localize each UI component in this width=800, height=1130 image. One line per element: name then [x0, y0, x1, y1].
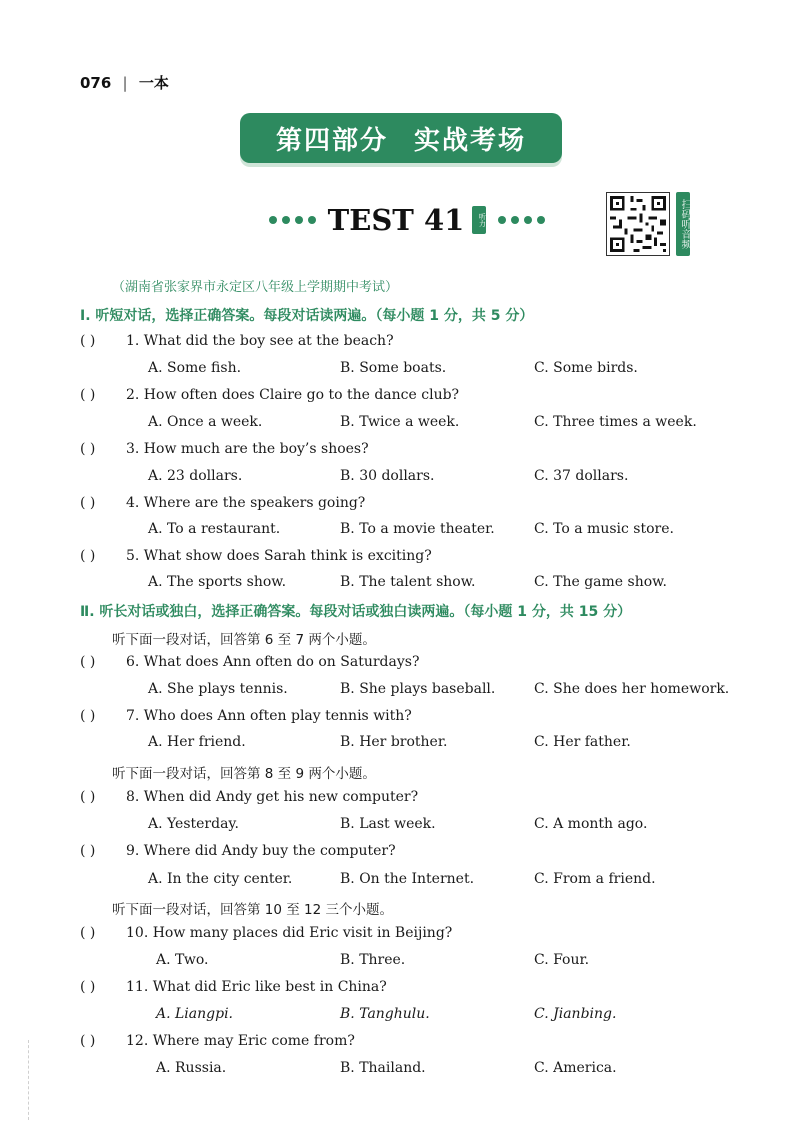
option-a[interactable]: A. 23 dollars.: [148, 468, 243, 484]
answer-blank[interactable]: ( ): [80, 925, 96, 941]
answer-blank[interactable]: ( ): [80, 387, 96, 403]
option-b[interactable]: B. On the Internet.: [340, 871, 475, 887]
instruction-note-3: 听下面一段对话，回答第 10 至 12 三个小题。: [112, 902, 394, 918]
binding-margin-line: [28, 1040, 30, 1120]
answer-blank[interactable]: ( ): [80, 979, 96, 995]
question-11: ( ) 11. What did Eric like best in China?: [80, 979, 387, 995]
test-title-row: [262, 200, 552, 240]
question-4: ( ) 4. Where are the speakers going?: [80, 495, 366, 511]
qr-code-icon[interactable]: [606, 192, 670, 256]
option-a[interactable]: A. Once a week.: [148, 414, 263, 430]
banner-title: 实战考场: [414, 125, 527, 156]
option-a[interactable]: A. Yesterday.: [148, 816, 239, 832]
option-c[interactable]: C. The game show.: [534, 574, 667, 590]
header-separator: |: [122, 74, 128, 92]
answer-blank[interactable]: ( ): [80, 495, 96, 511]
option-c[interactable]: C. Four.: [534, 952, 590, 968]
banner-part: 第四部分: [275, 125, 388, 156]
option-a[interactable]: A. She plays tennis.: [148, 681, 288, 697]
instruction-note-1: 听下面一段对话，回答第 6 至 7 两个小题。: [112, 632, 376, 648]
instruction-note-2: 听下面一段对话，回答第 8 至 9 两个小题。: [112, 766, 376, 782]
question-5: ( ) 5. What show does Sarah think is exciting?: [80, 548, 432, 564]
exam-source: （湖南省张家界市永定区八年级上学期期中考试）: [112, 280, 399, 295]
option-a[interactable]: A. Liangpi.: [156, 1006, 233, 1022]
question-12: ( ) 12. Where may Eric come from?: [80, 1033, 355, 1049]
option-b[interactable]: B. The talent show.: [340, 574, 476, 590]
answer-blank[interactable]: ( ): [80, 1033, 96, 1049]
page-number: 076: [80, 74, 112, 92]
option-a[interactable]: A. The sports show.: [148, 574, 287, 590]
option-b[interactable]: B. Three.: [340, 952, 406, 968]
question-1: ( ) 1. What did the boy see at the beach?: [80, 333, 394, 349]
answer-blank[interactable]: ( ): [80, 654, 96, 670]
listening-tag: 听力: [472, 206, 486, 234]
answer-blank[interactable]: ( ): [80, 843, 96, 859]
option-c[interactable]: C. A month ago.: [534, 816, 648, 832]
question-10: ( ) 10. How many places did Eric visit in Beijing?: [80, 925, 453, 941]
option-b[interactable]: B. Her brother.: [340, 734, 448, 750]
option-c[interactable]: C. 37 dollars.: [534, 468, 629, 484]
option-c[interactable]: C. Her father.: [534, 734, 631, 750]
answer-blank[interactable]: ( ): [80, 441, 96, 457]
option-a[interactable]: A. To a restaurant.: [148, 521, 281, 537]
question-2: ( ) 2. How often does Claire go to the dance club?: [80, 387, 460, 403]
option-b[interactable]: B. She plays baseball.: [340, 681, 496, 697]
option-b[interactable]: B. Some boats.: [340, 360, 447, 376]
right-dots-decoration: [498, 216, 545, 224]
answer-blank[interactable]: ( ): [80, 708, 96, 724]
option-b[interactable]: B. Twice a week.: [340, 414, 460, 430]
test-title: TEST 41: [327, 203, 465, 237]
question-6: ( ) 6. What does Ann often do on Saturdays?: [80, 654, 420, 670]
option-c[interactable]: C. From a friend.: [534, 871, 656, 887]
part-banner: [240, 113, 562, 163]
section-2-heading: Ⅱ. 听长对话或独白，选择正确答案。每段对话或独白读两遍。（每小题 1 分，共 15 分）: [80, 604, 632, 620]
option-c[interactable]: C. She does her homework.: [534, 681, 730, 697]
option-c[interactable]: C. America.: [534, 1060, 617, 1076]
option-a[interactable]: A. Her friend.: [148, 734, 246, 750]
option-c[interactable]: C. Some birds.: [534, 360, 638, 376]
page-header: [80, 72, 169, 93]
question-7: ( ) 7. Who does Ann often play tennis with?: [80, 708, 412, 724]
option-b[interactable]: B. 30 dollars.: [340, 468, 435, 484]
answer-blank[interactable]: ( ): [80, 333, 96, 349]
option-a[interactable]: A. Two.: [156, 952, 209, 968]
option-a[interactable]: A. Russia.: [156, 1060, 227, 1076]
option-b[interactable]: B. Thailand.: [340, 1060, 426, 1076]
left-dots-decoration: [269, 216, 316, 224]
option-b[interactable]: B. Tanghulu.: [340, 1006, 430, 1022]
question-9: ( ) 9. Where did Andy buy the computer?: [80, 843, 396, 859]
option-c[interactable]: C. Three times a week.: [534, 414, 697, 430]
option-b[interactable]: B. Last week.: [340, 816, 436, 832]
question-8: ( ) 8. When did Andy get his new computer?: [80, 789, 419, 805]
option-b[interactable]: B. To a movie theater.: [340, 521, 495, 537]
option-a[interactable]: A. Some fish.: [148, 360, 242, 376]
option-a[interactable]: A. In the city center.: [148, 871, 293, 887]
option-c[interactable]: C. To a music store.: [534, 521, 674, 537]
option-c[interactable]: C. Jianbing.: [534, 1006, 617, 1022]
answer-blank[interactable]: ( ): [80, 548, 96, 564]
question-3: ( ) 3. How much are the boy’s shoes?: [80, 441, 369, 457]
section-1-heading: Ⅰ. 听短对话，选择正确答案。每段对话读两遍。（每小题 1 分，共 5 分）: [80, 308, 534, 324]
qr-label: 扫码听音频: [676, 192, 690, 256]
answer-blank[interactable]: ( ): [80, 789, 96, 805]
brand-name: 一本: [138, 74, 169, 92]
